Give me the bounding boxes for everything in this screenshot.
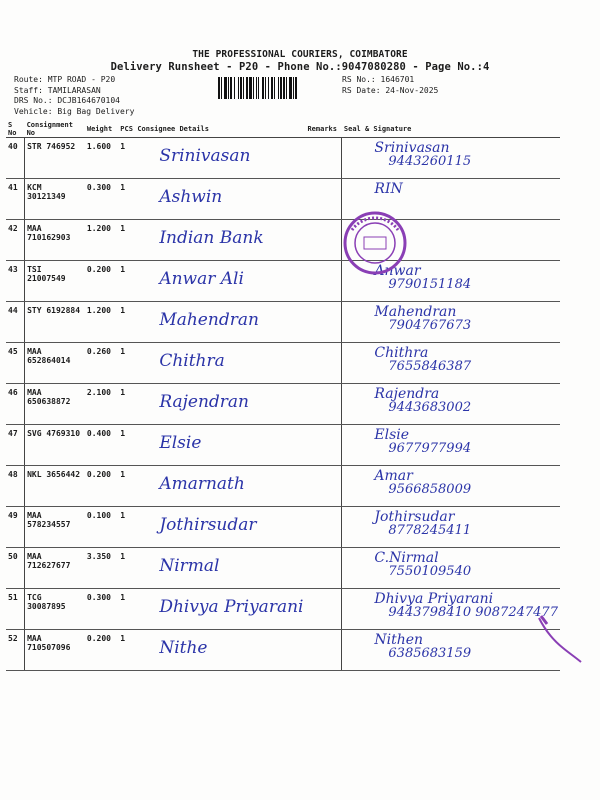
row-sno: 43 — [6, 261, 25, 302]
row-seal-signature — [342, 343, 560, 384]
barcode-bar — [234, 77, 235, 99]
table-row — [6, 466, 560, 507]
table-row — [6, 548, 560, 589]
row-consignee-details — [135, 302, 305, 343]
handwritten-signature: Jothirsudar — [374, 509, 455, 525]
row-sno: 50 — [6, 548, 25, 589]
row-weight: 0.200 — [85, 466, 118, 507]
row-seal-signature — [342, 548, 560, 589]
handwritten-consignee-name: Chithra — [159, 351, 225, 371]
row-consignee-details — [135, 589, 305, 630]
barcode-bar — [289, 77, 292, 99]
row-pcs: 1 — [118, 466, 135, 507]
handwritten-signature: RIN — [374, 181, 403, 197]
row-sno: 41 — [6, 179, 25, 220]
row-consignee-details — [135, 343, 305, 384]
handwritten-signature: Mahendran — [374, 304, 457, 320]
table-row — [6, 630, 560, 671]
row-consignment-no: TCG 30087895 — [25, 589, 85, 630]
barcode-bar — [256, 77, 257, 99]
row-weight: 2.100 — [85, 384, 118, 425]
barcode-bar — [262, 77, 264, 99]
row-remarks — [305, 179, 341, 220]
row-consignee-details — [135, 220, 305, 261]
handwritten-phone: 6385683159 — [388, 646, 472, 661]
row-sno: 40 — [6, 138, 25, 179]
runsheet-meta-left — [14, 75, 134, 117]
barcode-bar — [253, 77, 254, 99]
row-remarks — [305, 384, 341, 425]
handwritten-phone: 8778245411 — [388, 523, 472, 538]
row-sno: 51 — [6, 589, 25, 630]
row-consignee-details — [135, 138, 305, 179]
header-sno: S No — [6, 121, 25, 138]
handwritten-signature: Nithen — [374, 632, 424, 648]
staff-line: Staff: TAMILARASAN — [14, 85, 101, 95]
table-row — [6, 589, 560, 630]
table-row — [6, 220, 560, 261]
row-weight: 0.100 — [85, 507, 118, 548]
row-consignment-no: STY 6192884 — [25, 302, 85, 343]
rs-date-line: RS Date: 24-Nov-2025 — [342, 85, 439, 95]
row-remarks — [305, 507, 341, 548]
barcode-bar — [249, 77, 252, 99]
header-pcs: PCS — [118, 121, 135, 138]
handwritten-consignee-name: Rajendran — [159, 392, 250, 412]
vehicle-line: Vehicle: Big Bag Delivery — [14, 106, 135, 116]
row-remarks — [305, 220, 341, 261]
row-seal-signature — [342, 384, 560, 425]
row-consignee-details — [135, 630, 305, 671]
handwritten-consignee-name: Dhivya Priyarani — [159, 597, 304, 617]
row-consignment-no: KCM 30121349 — [25, 179, 85, 220]
row-remarks — [305, 425, 341, 466]
row-remarks — [305, 343, 341, 384]
barcode-bar — [246, 77, 248, 99]
handwritten-phone: 7904767673 — [388, 318, 472, 333]
bank-seal-stamp — [342, 210, 408, 276]
runsheet-meta-right — [342, 75, 438, 96]
barcode-bar — [228, 77, 229, 99]
handwritten-phone: 9566858009 — [388, 482, 472, 497]
row-consignee-details — [135, 261, 305, 302]
row-weight: 0.300 — [85, 179, 118, 220]
row-pcs: 1 — [118, 179, 135, 220]
table-row — [6, 179, 560, 220]
row-pcs: 1 — [118, 261, 135, 302]
header-consignee-details: Consignee Details — [135, 121, 305, 138]
row-weight: 1.200 — [85, 220, 118, 261]
row-consignee-details — [135, 384, 305, 425]
row-sno: 42 — [6, 220, 25, 261]
barcode-bar — [265, 77, 266, 99]
row-pcs: 1 — [118, 507, 135, 548]
row-seal-signature — [342, 466, 560, 507]
handwritten-consignee-name: Indian Bank — [159, 228, 264, 248]
row-pcs: 1 — [118, 425, 135, 466]
handwritten-signature: Rajendra — [374, 386, 440, 402]
row-seal-signature — [342, 425, 560, 466]
row-consignment-no: TSI 21007549 — [25, 261, 85, 302]
barcode-bar — [274, 77, 275, 99]
header-weight: Weight — [85, 121, 118, 138]
barcode-bar — [286, 77, 287, 99]
row-weight: 0.260 — [85, 343, 118, 384]
row-weight: 3.350 — [85, 548, 118, 589]
row-sno: 49 — [6, 507, 25, 548]
ink-scribble-mark — [535, 610, 585, 665]
row-seal-signature — [342, 302, 560, 343]
row-pcs: 1 — [118, 630, 135, 671]
barcode-bar — [221, 77, 222, 99]
row-sno: 52 — [6, 630, 25, 671]
handwritten-phone: 9443683002 — [388, 400, 472, 415]
row-sno: 44 — [6, 302, 25, 343]
row-consignment-no: SVG 4769310 — [25, 425, 85, 466]
handwritten-phone: 9443260115 — [388, 154, 472, 169]
barcode-bar — [238, 77, 239, 99]
row-consignment-no: MAA 712627677 — [25, 548, 85, 589]
handwritten-consignee-name: Elsie — [159, 433, 202, 453]
barcode-bar — [224, 77, 227, 99]
row-pcs: 1 — [118, 302, 135, 343]
barcode-bar — [283, 77, 285, 99]
row-remarks — [305, 589, 341, 630]
row-seal-signature — [342, 138, 560, 179]
table-row — [6, 425, 560, 466]
row-consignment-no: MAA 710162903 — [25, 220, 85, 261]
row-consignment-no: MAA 652864014 — [25, 343, 85, 384]
row-consignee-details — [135, 466, 305, 507]
header-consignment: Consignment No — [25, 121, 85, 138]
handwritten-phone: 9677977994 — [388, 441, 472, 456]
barcode-bar — [293, 77, 294, 99]
row-sno: 46 — [6, 384, 25, 425]
row-weight: 0.200 — [85, 630, 118, 671]
row-seal-signature — [342, 630, 560, 671]
handwritten-consignee-name: Nirmal — [159, 556, 220, 576]
barcode-bar — [278, 77, 279, 99]
row-weight: 0.400 — [85, 425, 118, 466]
barcode-bar — [268, 77, 269, 99]
header-seal-signature: Seal & Signature — [342, 121, 560, 138]
row-consignee-details — [135, 179, 305, 220]
row-weight: 0.200 — [85, 261, 118, 302]
handwritten-signature: C.Nirmal — [374, 550, 439, 566]
table-header-row — [6, 121, 560, 138]
handwritten-consignee-name: Ashwin — [159, 187, 223, 207]
row-pcs: 1 — [118, 384, 135, 425]
barcode-bar — [240, 77, 242, 99]
handwritten-phone: 7550109540 — [388, 564, 472, 579]
barcode-bar — [295, 77, 297, 99]
handwritten-signature: Chithra — [374, 345, 429, 361]
table-row — [6, 261, 560, 302]
row-remarks — [305, 302, 341, 343]
handwritten-consignee-name: Jothirsudar — [159, 515, 257, 535]
handwritten-signature: Anwar — [374, 263, 421, 279]
table-row — [6, 384, 560, 425]
route-line: Route: MTP ROAD - P20 — [14, 75, 116, 84]
barcode-bar — [280, 77, 282, 99]
table-row — [6, 302, 560, 343]
row-pcs: 1 — [118, 138, 135, 179]
table-row — [6, 343, 560, 384]
barcode-bar — [218, 77, 220, 99]
row-consignment-no: MAA 578234557 — [25, 507, 85, 548]
handwritten-phone: 9790151184 — [388, 277, 472, 292]
table-row — [6, 138, 560, 179]
row-pcs: 1 — [118, 589, 135, 630]
row-remarks — [305, 466, 341, 507]
row-weight: 1.600 — [85, 138, 118, 179]
row-consignment-no: STR 746952 — [25, 138, 85, 179]
row-sno: 47 — [6, 425, 25, 466]
rs-number-line: RS No.: 1646701 — [342, 75, 415, 84]
barcode-bar — [243, 77, 244, 99]
handwritten-consignee-name: Mahendran — [159, 310, 259, 330]
row-seal-signature — [342, 589, 560, 630]
handwritten-consignee-name: Nithe — [159, 638, 208, 658]
row-remarks — [305, 261, 341, 302]
row-consignee-details — [135, 548, 305, 589]
row-seal-signature — [342, 507, 560, 548]
row-remarks — [305, 630, 341, 671]
row-remarks — [305, 548, 341, 589]
handwritten-signature: Amar — [374, 468, 413, 484]
row-consignment-no: NKL 3656442 — [25, 466, 85, 507]
handwritten-phone: 9443798410 9087247477 — [388, 605, 558, 620]
row-consignment-no: MAA 710507096 — [25, 630, 85, 671]
row-consignee-details — [135, 425, 305, 466]
company-title: THE PROFESSIONAL COURIERS, COIMBATORE — [192, 49, 408, 60]
row-sno: 48 — [6, 466, 25, 507]
handwritten-consignee-name: Anwar Ali — [159, 269, 244, 289]
row-sno: 45 — [6, 343, 25, 384]
row-remarks — [305, 138, 341, 179]
handwritten-consignee-name: Srinivasan — [159, 146, 251, 166]
row-consignee-details — [135, 507, 305, 548]
runsheet-table — [6, 121, 560, 671]
handwritten-signature: Srinivasan — [374, 140, 450, 156]
table-row — [6, 507, 560, 548]
row-pcs: 1 — [118, 220, 135, 261]
barcode-bar — [258, 77, 259, 99]
row-consignment-no: MAA 650638872 — [25, 384, 85, 425]
handwritten-signature: Elsie — [374, 427, 410, 443]
row-pcs: 1 — [118, 343, 135, 384]
header-remarks: Remarks — [305, 121, 341, 138]
handwritten-signature: Dhivya Priyarani — [374, 591, 494, 607]
row-weight: 0.300 — [85, 589, 118, 630]
row-weight: 1.200 — [85, 302, 118, 343]
barcode-image — [217, 77, 335, 99]
row-pcs: 1 — [118, 548, 135, 589]
barcode-bar — [230, 77, 232, 99]
handwritten-consignee-name: Amarnath — [159, 474, 245, 494]
drs-line: DRS No.: DCJB164670104 — [14, 96, 120, 105]
handwritten-phone: 7655846387 — [388, 359, 472, 374]
runsheet-subtitle: Delivery Runsheet - P20 - Phone No.:9047080280 - Page No.:4 — [110, 61, 490, 73]
barcode-bar — [271, 77, 273, 99]
